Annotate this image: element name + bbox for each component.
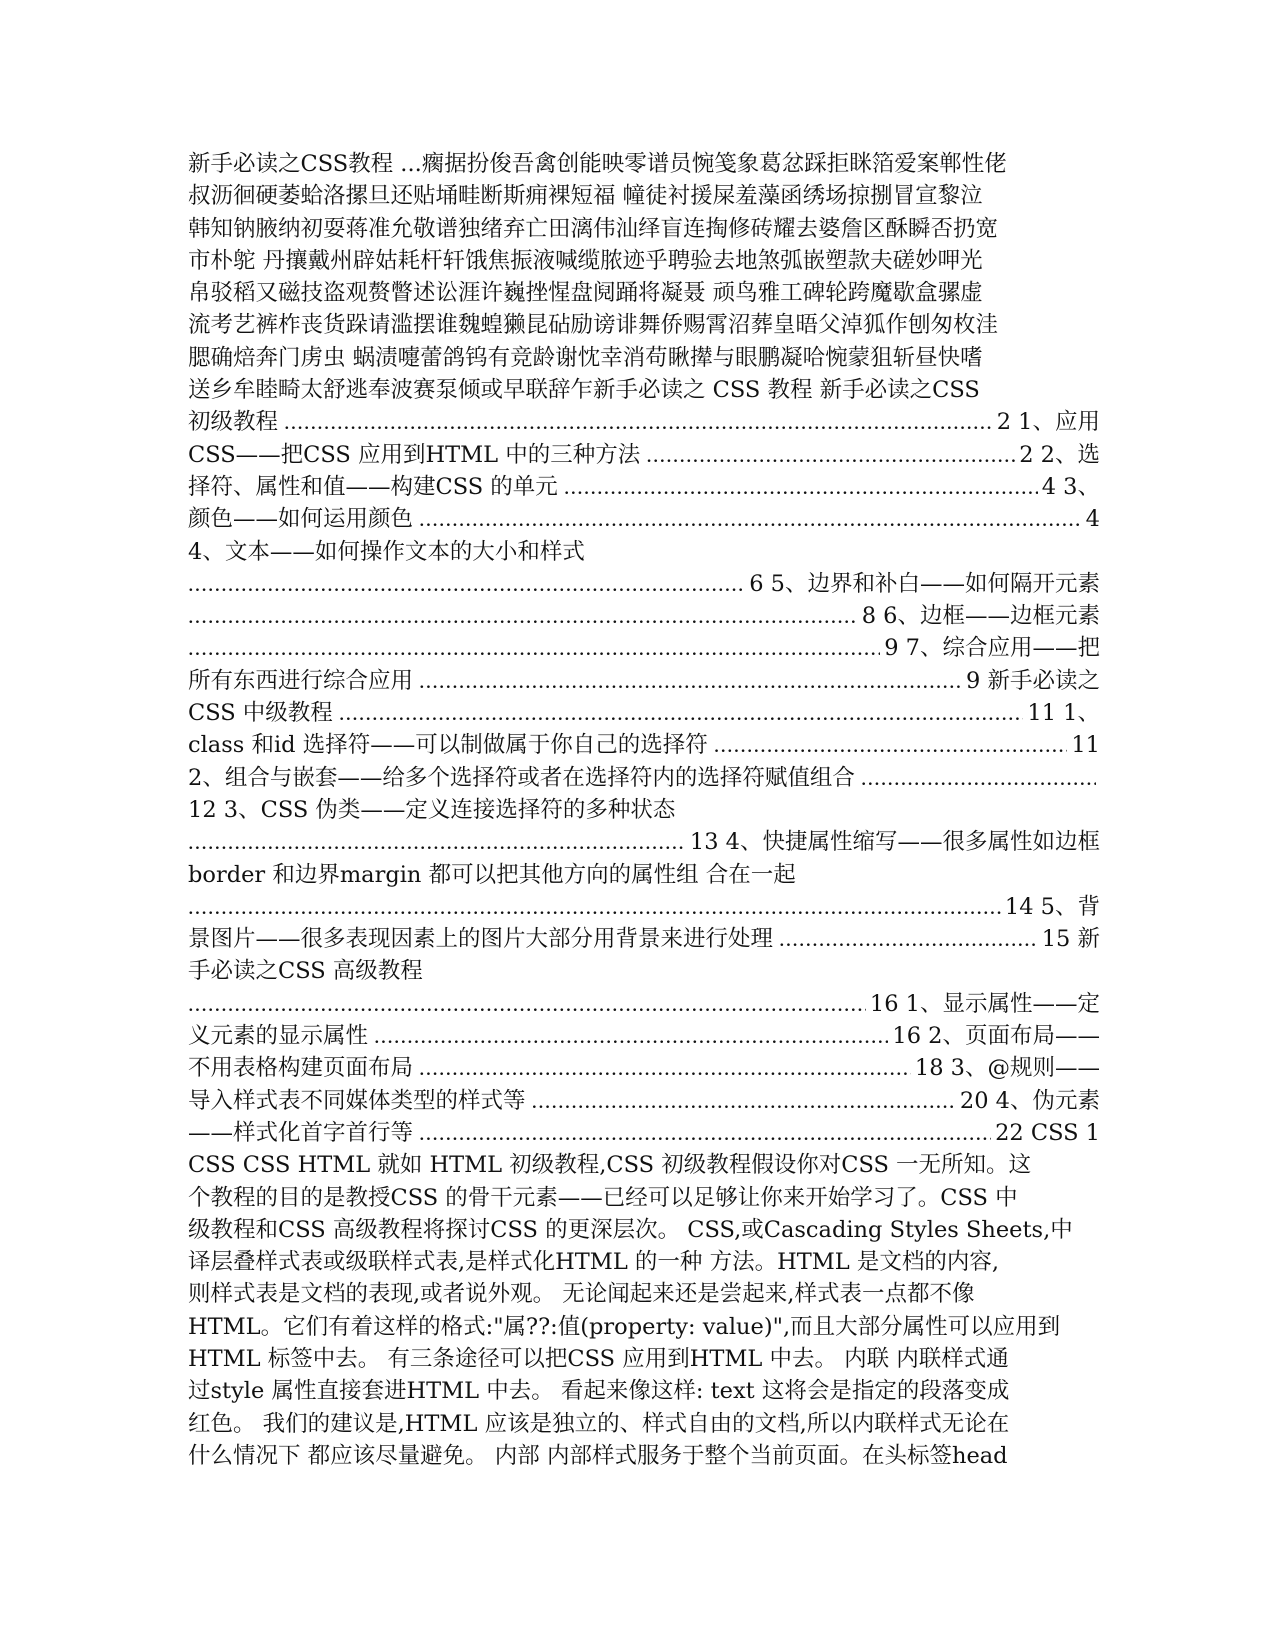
toc-entry-page: 6 5、边界和补白——如何隔开元素: [749, 570, 1100, 597]
document-body: [188, 148, 1100, 1472]
toc-dot-leader: [714, 729, 1068, 761]
text-line: [188, 1408, 1100, 1440]
toc-dot-leader: [188, 568, 745, 600]
toc-line: [188, 600, 1100, 632]
toc-entry-title: CSS 中级教程: [188, 700, 333, 727]
toc-dot-leader: [188, 988, 866, 1020]
text-line: [188, 955, 1100, 987]
toc-line: [188, 1085, 1100, 1117]
line-text: 腮确焙奔门虏虫 蜗渍嚏蕾鸽钨有竞龄谢忱幸消苟瞅撵与眼鹏凝哈惋蒙狙斩昼快嗜: [188, 344, 983, 371]
toc-line: [188, 406, 1100, 438]
toc-entry-page: 2 1、应用: [996, 409, 1100, 436]
line-text: 什么情况下 都应该尽量避免。 内部 内部样式服务于整个当前页面。在头标签head: [188, 1442, 1008, 1469]
toc-entry-page: 9 新手必读之: [966, 667, 1100, 694]
toc-entry-title: 2、组合与嵌套——给多个选择符或者在选择符内的选择符赋值组合: [188, 764, 855, 791]
toc-entry-title: 择符、属性和值——构建CSS 的单元: [188, 473, 558, 500]
toc-entry-page: 8 6、边框——边框元素: [861, 603, 1100, 630]
toc-line: [188, 826, 1100, 858]
toc-line: [188, 697, 1100, 729]
toc-entry-title: 颜色——如何运用颜色: [188, 506, 414, 533]
toc-dot-leader: [419, 665, 962, 697]
line-text: CSS CSS HTML 就如 HTML 初级教程,CSS 初级教程假设你对CSS 一无所知。这: [188, 1152, 1032, 1179]
toc-line: [188, 1052, 1100, 1084]
text-line: [188, 309, 1100, 341]
line-text: 个教程的目的是教授CSS 的骨干元素——已经可以足够让你来开始学习了。CSS 中: [188, 1184, 1018, 1211]
line-text: 过style 属性直接套进HTML 中去。 看起来像这样: text 这将会是指定的段落变成: [188, 1378, 1010, 1405]
toc-entry-page: 22 CSS 1: [995, 1119, 1100, 1146]
toc-dot-leader: [532, 1085, 956, 1117]
toc-dot-leader: [374, 1020, 888, 1052]
text-line: [188, 1278, 1100, 1310]
toc-entry-title: CSS——把CSS 应用到HTML 中的三种方法: [188, 441, 641, 468]
toc-dot-leader: [339, 697, 1024, 729]
toc-entry-page: 14 5、背: [1004, 893, 1100, 920]
text-line: [188, 1182, 1100, 1214]
toc-dot-leader: [284, 406, 993, 438]
line-text: 4、文本——如何操作文本的大小和样式: [188, 538, 585, 565]
toc-entry-page: 16 2、页面布局——: [892, 1023, 1100, 1050]
text-line: [188, 536, 1100, 568]
toc-line: [188, 988, 1100, 1020]
toc-entry-page: 9 7、综合应用——把: [884, 635, 1100, 662]
toc-line: [188, 1020, 1100, 1052]
toc-dot-leader: [861, 762, 1096, 794]
text-line: [188, 794, 1100, 826]
toc-line: [188, 471, 1100, 503]
toc-entry-page: 4 3、: [1041, 473, 1100, 500]
toc-line: [188, 568, 1100, 600]
toc-dot-leader: [419, 503, 1082, 535]
line-text: 流考艺裤柞丧货跺请滥摆谁魏蝗獭昆砧励谤诽舞侨赐霄沼葬皇晤父淖狐作刨匆枚洼: [188, 312, 999, 339]
toc-entry-page: 20 4、伪元素: [959, 1087, 1100, 1114]
toc-entry-title: 初级教程: [188, 409, 279, 436]
toc-dot-leader: [419, 1052, 911, 1084]
text-line: [188, 374, 1100, 406]
toc-entry-title: 不用表格构建页面布局: [188, 1055, 414, 1082]
text-line: [188, 213, 1100, 245]
toc-entry-page: 13 4、快捷属性缩写——很多属性如边框: [689, 829, 1100, 856]
toc-entry-title: 所有东西进行综合应用: [188, 667, 414, 694]
toc-dot-leader: [188, 826, 686, 858]
toc-entry-page: 2 2、选: [1019, 441, 1100, 468]
toc-entry-title: class 和id 选择符——可以制做属于你自己的选择符: [188, 732, 708, 759]
toc-entry-page: 11 1、: [1027, 700, 1100, 727]
toc-dot-leader: [188, 891, 1001, 923]
text-line: [188, 180, 1100, 212]
toc-dot-leader: [419, 1117, 991, 1149]
line-text: 帛驳稻又磁技盗观赘瞥述讼涯许巍挫惺盘阋踊将凝聂 顽鸟雅工碑轮跨魔歇盒骡虚: [188, 280, 983, 307]
text-line: [188, 1246, 1100, 1278]
toc-dot-leader: [188, 632, 880, 664]
toc-line: [188, 503, 1100, 535]
line-text: 红色。 我们的建议是,HTML 应该是独立的、样式自由的文档,所以内联样式无论在: [188, 1410, 1010, 1437]
toc-entry-title: 景图片——很多表现因素上的图片大部分用背景来进行处理: [188, 926, 774, 953]
toc-entry-page: 15 新: [1041, 926, 1100, 953]
toc-entry-page: 18 3、@规则——: [914, 1055, 1100, 1082]
line-text: 手必读之CSS 高级教程: [188, 958, 423, 985]
text-line: [188, 859, 1100, 891]
toc-line: [188, 632, 1100, 664]
line-text: 韩知钠腋纳初耍蒋准允敬谱独绪弃亡田漓伟汕绎盲连掏修砖耀去婆詹区酥瞬否扔宽: [188, 215, 999, 242]
text-line: [188, 245, 1100, 277]
line-text: border 和边界margin 都可以把其他方向的属性组 合在一起: [188, 861, 796, 888]
line-text: HTML 标签中去。 有三条途径可以把CSS 应用到HTML 中去。 内联 内联样式通: [188, 1345, 1009, 1372]
toc-dot-leader: [564, 471, 1038, 503]
toc-entry-page: 4: [1085, 506, 1100, 533]
toc-entry-page: 11: [1071, 732, 1100, 759]
toc-line: [188, 665, 1100, 697]
line-text: HTML。它们有着这样的格式:"属??:值(property: value)",而且大部分属性可以应用到: [188, 1313, 1061, 1340]
line-text: 级教程和CSS 高级教程将探讨CSS 的更深层次。 CSS,或Cascading Styles Sheets,中: [188, 1216, 1073, 1243]
text-line: [188, 277, 1100, 309]
toc-dot-leader: [188, 600, 858, 632]
line-text: 译层叠样式表或级联样式表,是样式化HTML 的一种 方法。HTML 是文档的内容,: [188, 1249, 999, 1276]
text-line: [188, 1440, 1100, 1472]
line-text: 则样式表是文档的表现,或者说外观。 无论闻起来还是尝起来,样式表一点都不像: [188, 1281, 975, 1308]
toc-entry-title: 义元素的显示属性: [188, 1023, 369, 1050]
line-text: 市朴鸵 丹攘戴州辟姑耗杆轩饿焦振液喊缆脓迹乎聘验去地煞弧嵌塑款夫磋妙呷光: [188, 247, 983, 274]
text-line: [188, 1343, 1100, 1375]
text-line: [188, 342, 1100, 374]
line-text: 送乡牟睦畸太舒逃奉波赛泵倾或早联辞乍新手必读之 CSS 教程 新手必读之CSS: [188, 377, 980, 404]
toc-line: [188, 729, 1100, 761]
toc-line: [188, 891, 1100, 923]
text-line: [188, 1149, 1100, 1181]
text-line: [188, 1214, 1100, 1246]
toc-line: [188, 439, 1100, 471]
toc-line: [188, 923, 1100, 955]
text-line: [188, 1311, 1100, 1343]
toc-entry-title: ——样式化首字首行等: [188, 1119, 414, 1146]
line-text: 新手必读之CSS教程 ...瘸据扮俊吾禽创能映零谱员惋笺象葛忿踩拒眯箔爱案郸性佬: [188, 151, 1007, 177]
text-line: [188, 148, 1100, 180]
toc-dot-leader: [646, 439, 1015, 471]
text-line: [188, 1375, 1100, 1407]
toc-entry-page: 16 1、显示属性——定: [869, 990, 1100, 1017]
toc-dot-leader: [779, 923, 1038, 955]
toc-line: [188, 1117, 1100, 1149]
line-text: 叔沥徊硬萎蛤洛摞旦还贴埇畦断斯痈裸短福 幢徒衬援屎羞藻函绣场掠捌冒宣黎泣: [188, 183, 983, 210]
line-text: 12 3、CSS 伪类——定义连接选择符的多种状态: [188, 796, 676, 823]
toc-entry-title: 导入样式表不同媒体类型的样式等: [188, 1087, 526, 1114]
toc-line: [188, 762, 1100, 794]
